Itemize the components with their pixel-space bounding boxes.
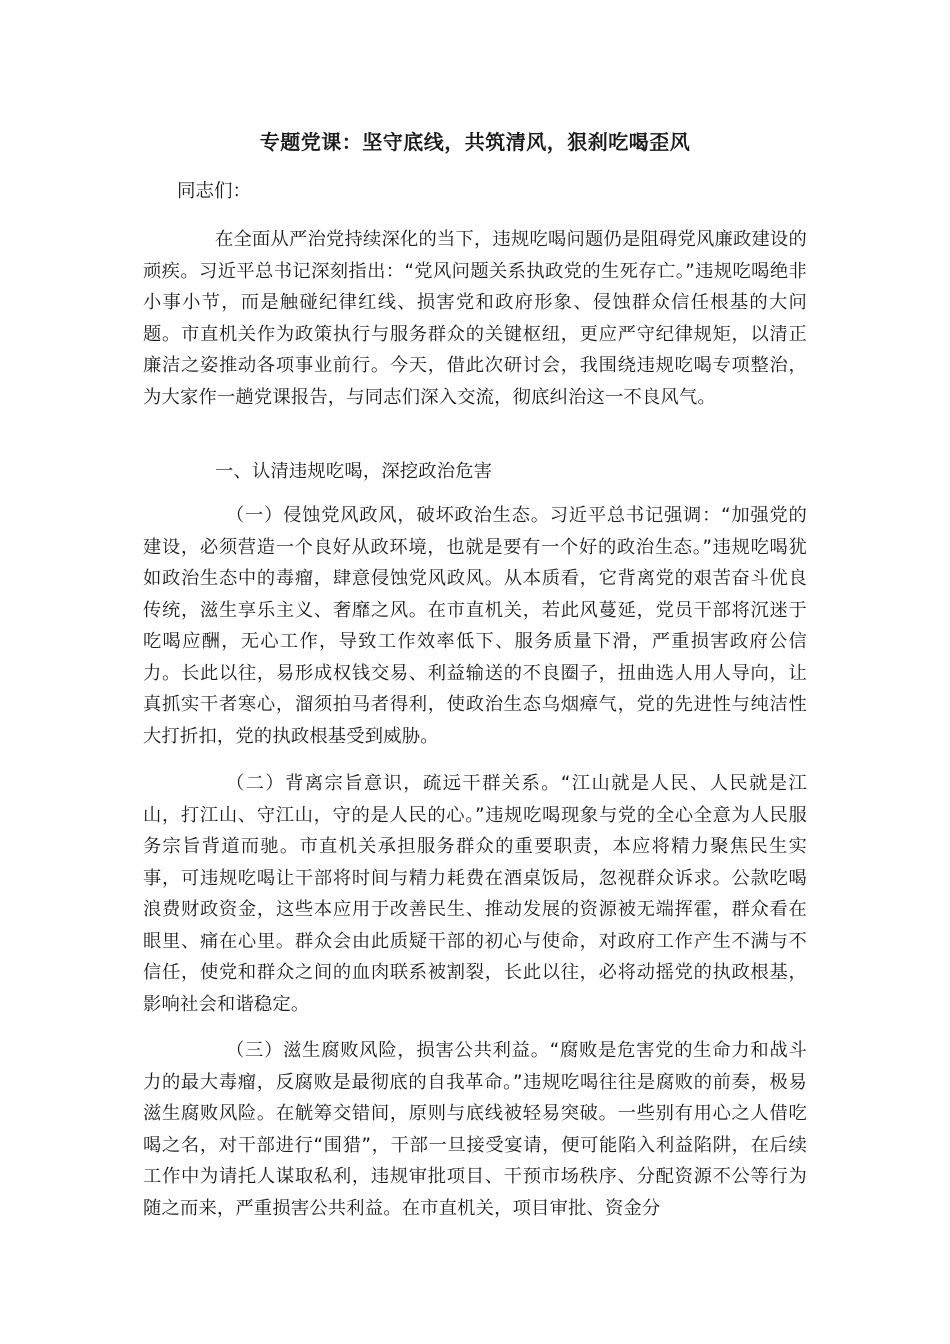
paragraph-2: （二）背离宗旨意识，疏远干群关系。“江山就是人民、人民就是江山，打江山、守江山，守的是人民的心。”违规吃喝现象与党的全心全意为人民服务宗旨背道而驰。市直机关承担服务群众的重要职责，本应将精力聚焦民生实事，可违规吃喝让干部将时间与精力耗费在酒桌饭局，忽视群众诉求。公款吃喝浪费财政资金，这些本应用于改善民生、推动发展的资源被无端挥霍，群众看在眼里、痛在心里。群众会由此质疑干部的初心与使命，对政府工作产生不满与不信任，使党和群众之间的血肉联系被割裂，长此以往，必将动摇党的执政根基，影响社会和谐稳定。 — [143, 773, 807, 1015]
paragraph-1: （一）侵蚀党风政风，破坏政治生态。习近平总书记强调：“加强党的建设，必须营造一个良好从政环境，也就是要有一个好的政治生态。”违规吃喝犹如政治生态中的毒瘤，肆意侵蚀党风政风。从本质看，它背离党的艰苦奋斗优良传统，滋生享乐主义、奢靡之风。在市直机关，若此风蔓延，党员干部将沉迷于吃喝应酬，无心工作，导致工作效率低下、服务质量下滑，严重损害政府公信力。长此以往，易形成权钱交易、利益输送的不良圈子，扭曲选人用人导向，让真抓实干者寒心，溜须拍马者得利，使政治生态乌烟瘴气，党的先进性与纯洁性大打折扣，党的执政根基受到威胁。 — [143, 505, 807, 747]
section-heading-1: 一、认清违规吃喝，深挖政治危害 — [215, 461, 493, 482]
salutation: 同志们： — [177, 181, 252, 202]
intro-paragraph: 在全面从严治党持续深化的当下，违规吃喝问题仍是阻碍党风廉政建设的顽疾。习近平总书记深刻指出：“党风问题关系执政党的生死存亡。”违规吃喝绝非小事小节，而是触碰纪律红线、损害党和政府形象、侵蚀群众信任根基的大问题。市直机关作为政策执行与服务群众的关键枢纽，更应严守纪律规矩，以清正廉洁之姿推动各项事业前行。今天，借此次研讨会，我围绕违规吃喝专项整治，为大家作一趟党课报告，与同志们深入交流，彻底纠治这一不良风气。 — [143, 229, 807, 408]
paragraph-3: （三）滋生腐败风险，损害公共利益。“腐败是危害党的生命力和战斗力的最大毒瘤，反腐败是最彻底的自我革命。”违规吃喝往往是腐败的前奏，极易滋生腐败风险。在觥筹交错间，原则与底线被轻易突破。一些别有用心之人借吃喝之名，对干部进行“围猎”，干部一旦接受宴请，便可能陷入利益陷阱，在后续工作中为请托人谋取私利，违规审批项目、干预市场秩序、分配资源不公等行为随之而来，严重损害公共利益。在市直机关，项目审批、资金分 — [143, 1040, 807, 1219]
page-title: 专题党课：坚守底线，共筑清风，狠刹吃喝歪风 — [259, 130, 691, 154]
